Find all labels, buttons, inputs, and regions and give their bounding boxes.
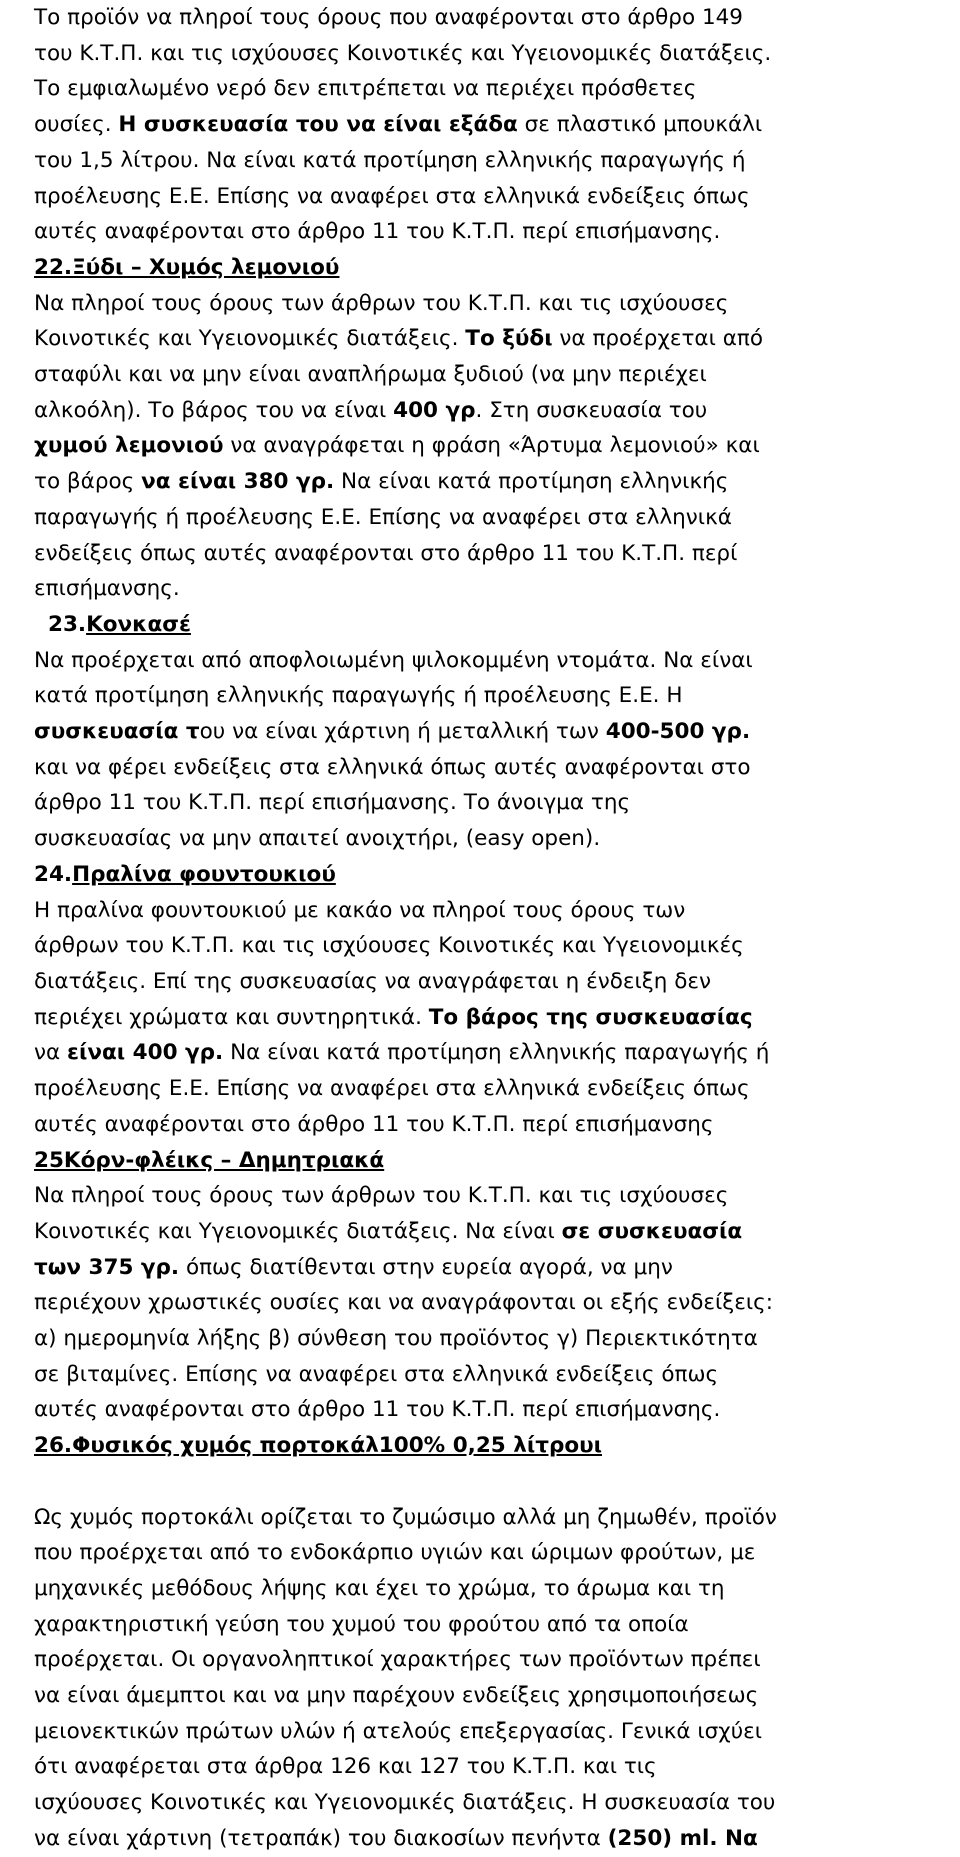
text-line: των 375 γρ. όπως διατίθενται στην ευρεία αγορά, να μην [34,1254,673,1280]
text-line: προέλευσης Ε.Ε. Επίσης να αναφέρει στα ελληνικά ενδείξεις όπως [34,1076,750,1102]
bold-phrase: 400-500 γρ. [605,719,751,745]
bold-phrase: (250) ml. Να [607,1825,758,1851]
text-line: μειονεκτικών πρώτων υλών ή ατελούς επεξεργασίας. Γενικά ισχύει [34,1718,763,1744]
text-line: να είναι 400 γρ. Να είναι κατά προτίμηση ελληνικής παραγωγής ή [34,1040,770,1066]
section-23 [34,607,926,857]
text-line: συσκευασία του να είναι χάρτινη ή μεταλλική των 400-500 γρ. [34,719,751,745]
text-line: περιέχουν χρωστικές ουσίες και να αναγράφονται οι εξής ενδείξεις: [34,1290,774,1316]
text-line: άρθρο 11 του Κ.Τ.Π. περί επισήμανσης. Το άνοιγμα της [34,790,631,816]
bold-phrase: Το βάρος της συσκευασίας [428,1004,753,1030]
text-line: Ως χυμός πορτοκάλι ορίζεται το ζυμώσιμο αλλά μη ζημωθέν, προϊόν [34,1504,777,1530]
text-line: διατάξεις. Επί της συσκευασίας να αναγράφεται η ένδειξη δεν [34,968,711,994]
bold-phrase: συσκευασία τ [34,719,200,745]
bold-phrase: σε συσκευασία [561,1218,743,1244]
text-line: παραγωγής ή προέλευσης Ε.Ε. Επίσης να αναφέρει στα ελληνικά [34,504,732,530]
text-line: ουσίες. Η συσκευασία του να είναι εξάδα σε πλαστικό μπουκάλι [34,112,763,138]
text-line: χυμού λεμονιού να αναγράφεται η φράση «Άρτυμα λεμονιού» και [34,433,760,459]
text-line: Κοινοτικές και Υγειονομικές διατάξεις. Να είναι σε συσκευασία [34,1218,743,1244]
text-line: και να φέρει ενδείξεις στα ελληνικά όπως αυτές αναφέρονται στο [34,754,751,780]
text-line: αυτές αναφέρονται στο άρθρο 11 του Κ.Τ.Π. περί επισήμανσης. [34,1397,721,1423]
document-page [34,0,926,1857]
text-line: συσκευασίας να μην απαιτεί ανοιχτήρι, (easy open). [34,826,601,852]
text-line: Να προέρχεται από αποφλοιωμένη ψιλοκομμένη ντομάτα. Να είναι [34,647,753,673]
section-heading: 24.Πραλίνα φουντουκιού [34,861,336,887]
text-line: του 1,5 λίτρου. Να είναι κατά προτίμηση ελληνικής παραγωγής ή [34,147,746,173]
text-line: αλκοόλη). Το βάρος του να είναι 400 γρ. Στη συσκευασία του [34,397,708,423]
text-line: Η πραλίνα φουντουκιού με κακάο να πληροί τους όρους των [34,897,686,923]
text-line: το βάρος να είναι 380 γρ. Να είναι κατά προτίμηση ελληνικής [34,469,729,495]
text-line: επισήμανσης. [34,576,180,602]
text-line: μηχανικές μεθόδους λήψης και έχει το χρώμα, το άρωμα και τη [34,1575,725,1601]
section-heading: 25Κόρν-φλέικς – Δημητριακά [34,1147,385,1173]
text-line: αυτές αναφέρονται στο άρθρο 11 του Κ.Τ.Π. περί επισήμανσης. [34,219,721,245]
text-line: αυτές αναφέρονται στο άρθρο 11 του Κ.Τ.Π. περί επισήμανσης [34,1111,714,1137]
text-line: ενδείξεις όπως αυτές αναφέρονται στο άρθρο 11 του Κ.Τ.Π. περί [34,540,738,566]
section-22 [34,250,926,607]
text-line: κατά προτίμηση ελληνικής παραγωγής ή προέλευσης Ε.Ε. Η [34,683,683,709]
section-heading: 26.Φυσικός χυμός πορτοκάλ100% 0,25 λίτρουι [34,1433,602,1459]
section-heading: 22.Ξύδι – Χυμός λεμονιού [34,254,340,280]
text-line: προέλευσης Ε.Ε. Επίσης να αναφέρει στα ελληνικά ενδείξεις όπως [34,183,750,209]
text-line: του Κ.Τ.Π. και τις ισχύουσες Κοινοτικές και Υγειονομικές διατάξεις. [34,40,772,66]
bold-phrase: να είναι 380 γρ. [141,469,335,495]
text-line: Να πληροί τους όρους των άρθρων του Κ.Τ.Π. και τις ισχύουσες [34,290,729,316]
text-line: που προέρχεται από το ενδοκάρπιο υγιών και ώριμων φρούτων, με [34,1540,756,1566]
text-line: περιέχει χρώματα και συντηρητικά. Το βάρος της συσκευασίας [34,1004,753,1030]
section-title: Κονκασέ [86,611,191,637]
blank-line [34,1464,926,1500]
bold-phrase: 400 γρ [393,397,476,423]
bold-phrase: είναι 400 γρ. [67,1040,224,1066]
section-21-text [34,0,926,250]
text-line: άρθρων του Κ.Τ.Π. και τις ισχύουσες Κοινοτικές και Υγειονομικές [34,933,744,959]
text-line: Το εμφιαλωμένο νερό δεν επιτρέπεται να περιέχει πρόσθετες [34,76,697,102]
text-line: Το προϊόν να πληροί τους όρους που αναφέρονται στο άρθρο 149 [34,5,743,30]
bold-phrase: Η συσκευασία του να είναι εξάδα [118,112,518,138]
section-heading: 23.Κονκασέ [48,611,191,637]
text-line: να είναι άμεμπτοι και να μην παρέχουν ενδείξεις χρησιμοποιήσεως [34,1683,759,1709]
text-line: ότι αναφέρεται στα άρθρα 126 και 127 του Κ.Τ.Π. και τις [34,1754,657,1780]
section-25 [34,1143,926,1429]
text-line: σταφύλι και να μην είναι αναπλήρωμα ξυδιού (να μην περιέχει [34,362,707,388]
text-line: α) ημερομηνία λήξης β) σύνθεση του προϊόντος γ) Περιεκτικότητα [34,1326,758,1352]
text-line: προέρχεται. Οι οργανοληπτικοί χαρακτήρες των προϊόντων πρέπει [34,1647,761,1673]
section-26 [34,1428,926,1856]
section-title: Πραλίνα φουντουκιού [72,861,336,887]
text-line: να είναι χάρτινη (τετραπάκ) του διακοσίων πενήντα (250) ml. Να [34,1825,758,1851]
text-line: χαρακτηριστική γεύση του χυμού του φρούτου από τα οποία [34,1611,689,1637]
text-line: Κοινοτικές και Υγειονομικές διατάξεις. Το ξύδι να προέρχεται από [34,326,763,352]
text-line: Να πληροί τους όρους των άρθρων του Κ.Τ.Π. και τις ισχύουσες [34,1183,729,1209]
bold-phrase: Το ξύδι [465,326,553,352]
bold-phrase: των 375 γρ. [34,1254,180,1280]
bold-phrase: χυμού λεμονιού [34,433,224,459]
text-line: σε βιταμίνες. Επίσης να αναφέρει στα ελληνικά ενδείξεις όπως [34,1361,719,1387]
section-24 [34,857,926,1143]
text-line: ισχύουσες Κοινοτικές και Υγειονομικές διατάξεις. Η συσκευασία του [34,1790,776,1816]
